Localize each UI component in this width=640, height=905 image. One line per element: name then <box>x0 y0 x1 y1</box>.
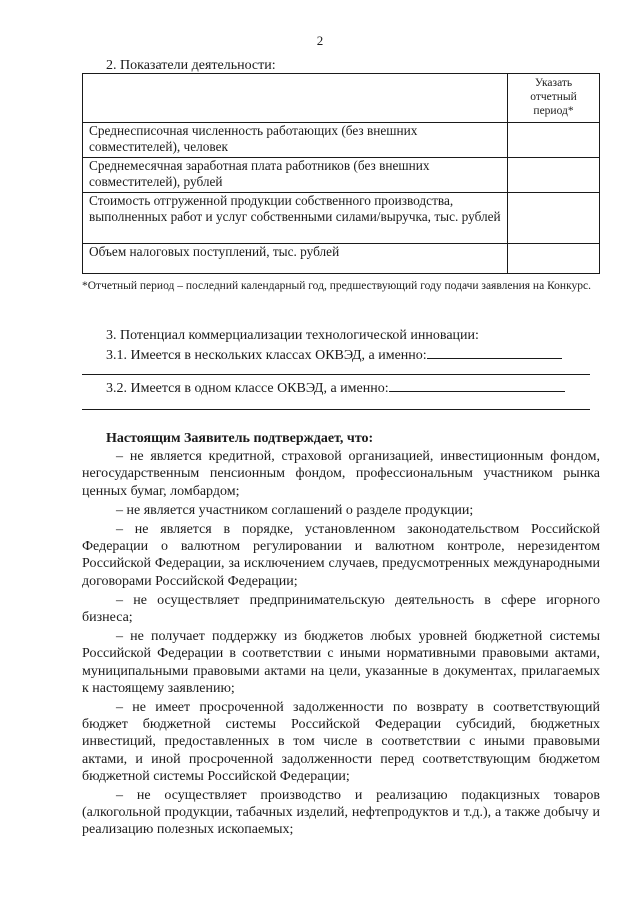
okved-multiple-line <box>106 345 562 365</box>
confirmation-item: – не является кредитной, страховой организацией, инвестиционным фондом, негосударственным пенсионным фондом, профессиональным участником рынка ценных бумаг, ломбардом; <box>82 449 600 499</box>
table-row <box>83 193 600 244</box>
confirmation-block <box>82 430 600 841</box>
indicator-name: Среднесписочная численность работающих (без внешних совместителей), человек <box>83 123 508 158</box>
confirmation-item: – не получает поддержку из бюджетов любых уровней бюджетной системы Российской Федерации в соответствии с иными нормативными правовыми актами, муниципальными правовыми актами на цели, указанные в документах, прилагаемых к настоящему заявлению; <box>82 629 600 696</box>
okved-single-label: 3.2. Имеется в одном классе ОКВЭД, а именно: <box>106 381 389 396</box>
indicator-name: Стоимость отгруженной продукции собственного производства, выполненных работ и услуг собственными силами/выручка, тыс. рублей <box>83 193 508 244</box>
okved-multiple-label: 3.1. Имеется в нескольких классах ОКВЭД, а именно: <box>106 348 427 363</box>
confirmation-item: – не является в порядке, установленном законодательством Российской Федерации о валютном регулировании и валютном контроле, нерезидентом Российской Федерации, за исключением случаев, предусмотренных международными договорами Российской Федерации; <box>82 522 600 589</box>
table-row <box>83 123 600 158</box>
table-row <box>83 158 600 193</box>
okved-multiple-field-continuation[interactable] <box>82 374 590 375</box>
section-2-title: 2. Показатели деятельности: <box>106 58 276 73</box>
section-3-title: 3. Потенциал коммерциализации технологической инновации: <box>106 328 479 343</box>
period-header-cell: Указать отчетный период* <box>508 74 600 123</box>
confirmation-item: – не осуществляет предпринимательскую деятельность в сфере игорного бизнеса; <box>82 592 600 626</box>
indicator-name: Объем налоговых поступлений, тыс. рублей <box>83 244 508 274</box>
period-value-cell[interactable] <box>508 158 600 193</box>
period-value-cell[interactable] <box>508 244 600 274</box>
period-footnote: *Отчетный период – последний календарный год, предшествующий году подачи заявления на Конкурс. <box>82 280 591 292</box>
table-header-row <box>83 74 600 123</box>
okved-single-field[interactable] <box>389 378 565 392</box>
confirmation-item: – не осуществляет производство и реализацию подакцизных товаров (алкогольной продукции, табачных изделий, нефтепродуктов и т.д.), а также добычу и реализацию полезных ископаемых; <box>82 788 600 838</box>
okved-single-field-continuation[interactable] <box>82 409 590 410</box>
confirmation-heading: Настоящим Заявитель подтверждает, что: <box>106 431 374 446</box>
page-number: 2 <box>316 33 324 48</box>
confirmation-item: – не является участником соглашений о разделе продукции; <box>116 502 474 518</box>
indicator-name: Среднемесячная заработная плата работников (без внешних совместителей), рублей <box>83 158 508 193</box>
confirmation-item: – не имеет просроченной задолженности по возврату в соответствующий бюджет бюджетной системы Российской Федерации субсидий, бюджетных инвестиций, предоставленных в том числе в соответствии с иными правовыми актами, и иной просроченной задолженности перед соответствующим бюджетом бюджетной системы Российской Федерации; <box>82 700 600 784</box>
indicator-header-cell <box>83 74 508 123</box>
okved-single-line <box>106 378 565 398</box>
period-value-cell[interactable] <box>508 193 600 244</box>
table-row <box>83 244 600 274</box>
okved-multiple-field[interactable] <box>427 345 562 359</box>
indicators-table <box>82 73 600 274</box>
period-value-cell[interactable] <box>508 123 600 158</box>
